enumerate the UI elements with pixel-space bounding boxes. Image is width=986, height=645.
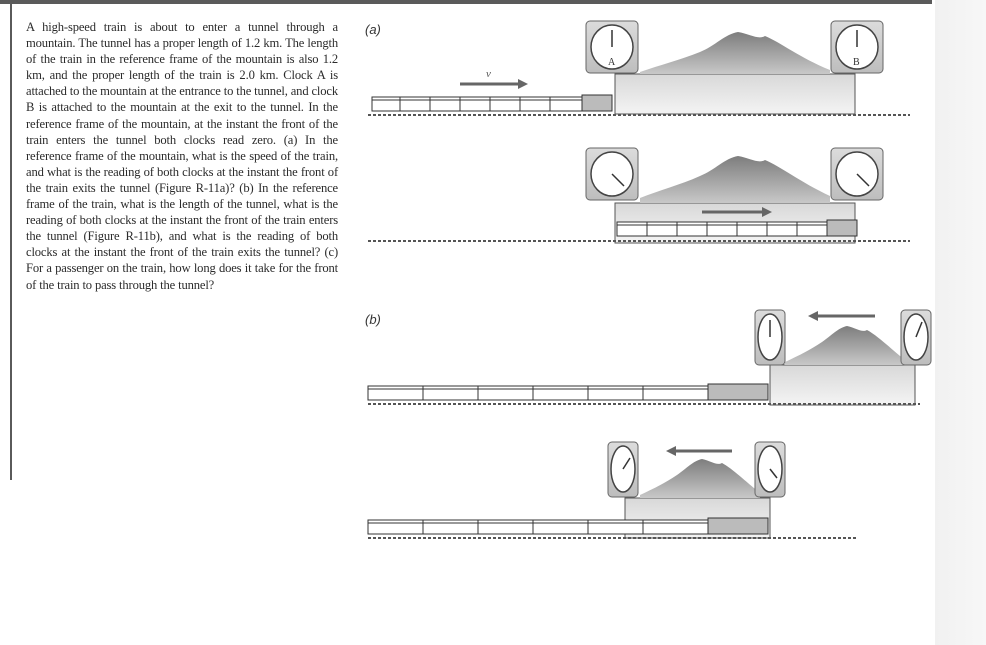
figure-label-b: (b) (365, 312, 381, 327)
scene-b-exit (360, 438, 860, 548)
clock-a-letter: A (608, 57, 616, 68)
problem-text: A high-speed train is about to enter a tunnel through a mountain. The tunnel has a proper length of 1.2 km. The length of the train in the reference frame of the mountain is also 1.2 km, and the proper length of the train is 2.0 km. Clock A is attached to the mountain at the entrance to the tunnel, and clock B is attached to the mountain at the exit to the tunnel. In the reference frame of the mountain, at the instant the front of the train enters the tunnel both clocks read zero. (a) In the reference frame of the mountain, what is the speed of the train, and what is the reading of both clocks at the instant the front of the train exits the tunnel (Figure R-11a)? (b) In the reference frame of the train, what is the length of the tunnel, what is the reading of both clocks at the instant the front of the train enters the tunnel (Figure R-11b), and what is the reading of both clocks at the instant the front of the train exits the tunnel? (c) For a passenger on the train, how long does it take for the front of the train to pass through the tunnel? (26, 20, 338, 292)
top-rule (0, 0, 932, 4)
scene-a-inside (360, 148, 920, 248)
left-margin-rule (10, 0, 12, 480)
page-edge-shadow (935, 0, 986, 645)
velocity-label: v (486, 68, 491, 80)
scene-a-before-entry (360, 20, 920, 125)
clock-b-letter: B (853, 57, 860, 68)
train (372, 95, 612, 111)
scene-b-entry (360, 300, 930, 410)
figure-label-a: (a) (365, 22, 381, 37)
